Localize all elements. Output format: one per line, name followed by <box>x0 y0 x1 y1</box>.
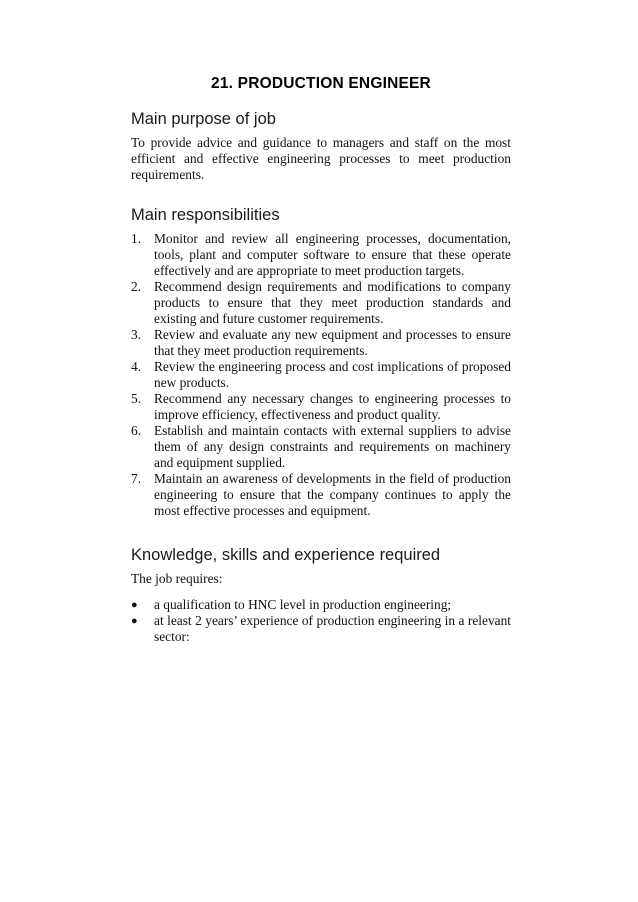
item-number: 6. <box>131 423 142 438</box>
item-text: Recommend any necessary changes to engineering processes to improve efficiency, effectiveness and product quality. <box>154 391 511 422</box>
purpose-text: To provide advice and guidance to managers and staff on the most efficient and effective engineering processes to meet production requirements. <box>131 135 511 182</box>
item-number: 1. <box>131 231 142 246</box>
item-text: Review the engineering process and cost implications of proposed new products. <box>154 359 511 390</box>
list-item <box>131 597 511 613</box>
list-item <box>131 391 511 423</box>
document-page <box>131 74 511 645</box>
item-text: Recommend design requirements and modifications to company products to ensure that they meet production standards and existing and future customer requirements. <box>154 279 511 326</box>
item-text: Review and evaluate any new equipment and processes to ensure that they meet production requirements. <box>154 327 511 358</box>
knowledge-intro: The job requires: <box>131 571 223 586</box>
item-number: 7. <box>131 471 142 486</box>
knowledge-heading: Knowledge, skills and experience required <box>131 546 441 564</box>
item-number: 4. <box>131 359 142 374</box>
item-text: at least 2 years’ experience of production engineering in a relevant sector: <box>154 613 511 644</box>
item-text: a qualification to HNC level in production engineering; <box>154 597 452 612</box>
list-item <box>131 327 511 359</box>
list-item <box>131 613 511 645</box>
requirements-list <box>131 597 511 645</box>
list-item <box>131 423 511 471</box>
item-number: 3. <box>131 327 142 342</box>
list-item <box>131 359 511 391</box>
bullet-icon: ● <box>131 599 138 611</box>
responsibilities-heading: Main responsibilities <box>131 206 280 224</box>
list-item <box>131 471 511 519</box>
page-title: 21. PRODUCTION ENGINEER <box>211 75 431 92</box>
item-text: Monitor and review all engineering processes, documentation, tools, plant and computer software to ensure that these operate effectively and are appropriate to meet production targets. <box>154 231 511 278</box>
item-number: 5. <box>131 391 142 406</box>
item-text: Establish and maintain contacts with external suppliers to advise them of any design constraints and requirements on machinery and equipment supplied. <box>154 423 511 470</box>
list-item <box>131 279 511 327</box>
item-number: 2. <box>131 279 142 294</box>
responsibilities-list <box>131 231 511 519</box>
list-item <box>131 231 511 279</box>
item-text: Maintain an awareness of developments in the field of production engineering to ensure that the company continues to apply the most effective processes and equipment. <box>154 471 511 518</box>
bullet-icon: ● <box>131 615 138 627</box>
purpose-heading: Main purpose of job <box>131 110 276 128</box>
